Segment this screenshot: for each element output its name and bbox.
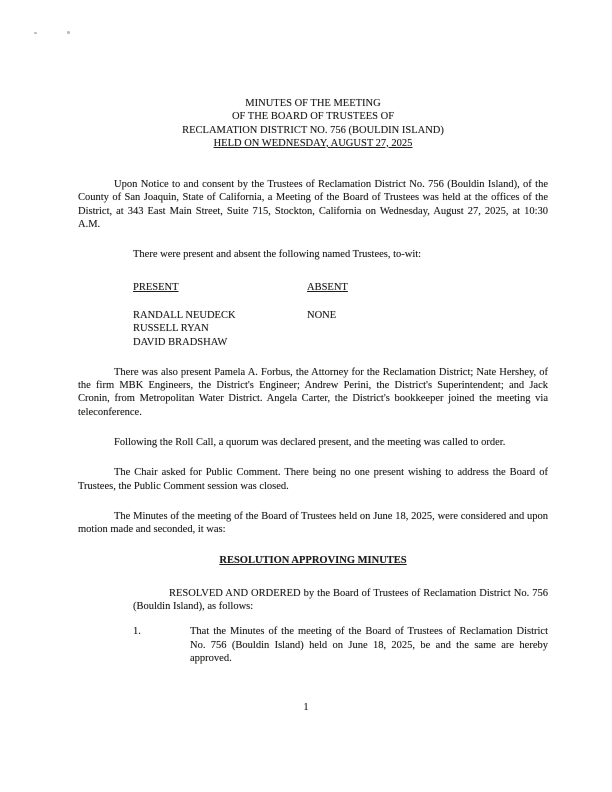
- title-line-4: HELD ON WEDNESDAY, AUGUST 27, 2025: [213, 137, 413, 149]
- scan-artifact-dot: [67, 31, 70, 34]
- absent-header: ABSENT: [307, 281, 348, 293]
- present-header: PRESENT: [133, 281, 179, 293]
- present-header-cell: [133, 281, 307, 294]
- paragraph-public-comment: The Chair asked for Public Comment. There being no one present wishing to address the Board of Trustees, the Public Comment session was closed.: [78, 467, 548, 492]
- title-line-3: RECLAMATION DISTRICT NO. 756 (BOULDIN ISLAND): [182, 124, 444, 136]
- paragraph-present-intro: There were present and absent the following named Trustees, to-wit:: [133, 249, 422, 261]
- absent-header-cell: [307, 281, 548, 294]
- trustee-name: RANDALL NEUDECK: [133, 309, 236, 321]
- attendance-header-row: [133, 281, 548, 294]
- trustee-name: DAVID BRADSHAW: [133, 336, 228, 348]
- attendance-names-row: [133, 309, 548, 349]
- trustee-name: RUSSELL RYAN: [133, 323, 209, 335]
- present-names: [133, 309, 307, 349]
- title-line-1: MINUTES OF THE MEETING: [245, 98, 381, 109]
- attendance-table: [78, 281, 548, 349]
- item-text: That the Minutes of the meeting of the Board of Trustees of Reclamation District No. 756 (Bouldin Island) held on June 18, 2025, be and the same are hereby approved.: [190, 626, 548, 665]
- resolution-item-1: [78, 625, 548, 665]
- resolution-heading-row: [78, 554, 548, 567]
- paragraph-minutes-considered: The Minutes of the meeting of the Board of Trustees held on June 18, 2025, were considered and upon motion made and seconded, it was:: [78, 510, 548, 536]
- document-body: [78, 97, 548, 665]
- item-number: 1.: [133, 626, 141, 638]
- paragraph-notice: Upon Notice to and consent by the Trustees of Reclamation District No. 756 (Bouldin Island), of the County of San Joaquin, State of California, a Meeting of the Board of Trustees was held at the offices of the District, at 343 East Main Street, Suite 715, Stockton, California on Wednesday, August 27, 2025, at 10:30 A.M.: [78, 179, 548, 231]
- absent-name: NONE: [307, 309, 337, 321]
- document-title: [78, 97, 548, 150]
- resolution-heading: RESOLUTION APPROVING MINUTES: [219, 554, 407, 566]
- paragraph-resolved: RESOLVED AND ORDERED by the Board of Trustees of Reclamation District No. 756 (Bouldin Island), as follows:: [133, 587, 548, 613]
- paragraph-also-present: There was also present Pamela A. Forbus, the Attorney for the Reclamation District; Nate Hershey, of the firm MBK Engineers, the District's Engineer; Andrew Perini, the District's Superintendent; and Jack Cronin, from Metropolitan Water District. Angela Carter, the District's bookkeeper joined the meeting via teleconference.: [78, 366, 548, 418]
- title-line-2: OF THE BOARD OF TRUSTEES OF: [231, 111, 395, 123]
- paragraph-roll-call: Following the Roll Call, a quorum was declared present, and the meeting was called to order.: [114, 437, 506, 449]
- scan-artifact-dot: [34, 32, 37, 34]
- page-number: 1: [303, 702, 309, 713]
- absent-names: [307, 309, 548, 349]
